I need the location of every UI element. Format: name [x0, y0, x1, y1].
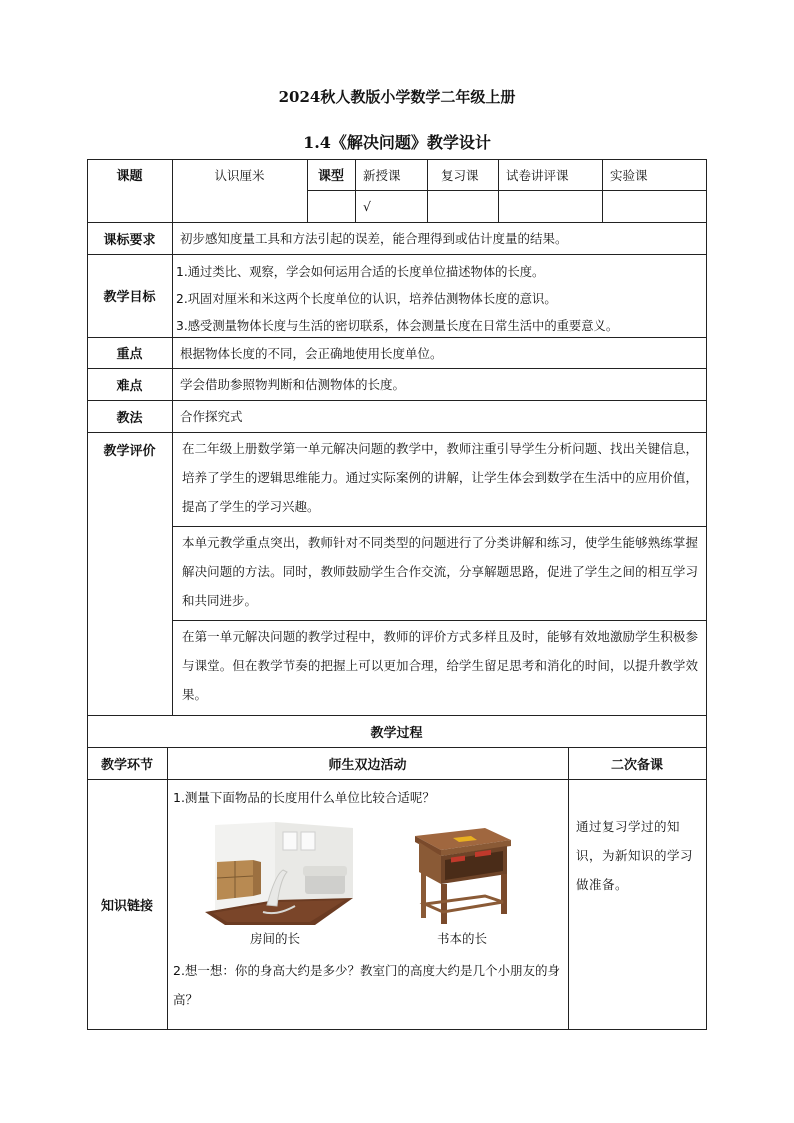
method-label: 教法	[116, 410, 143, 426]
type-option-review: 复习课	[441, 167, 479, 183]
question-2: 2.想一想：你的身高大约是多少？教室门的高度大约是几个小朋友的身高？	[173, 963, 560, 1007]
col-activity-header: 师生双边活动	[328, 757, 407, 773]
prep-note: 通过复习学过的知识，为新知识的学习做准备。	[576, 819, 694, 892]
col-prep-header: 二次备课	[610, 757, 663, 773]
evaluation-paragraph-3: 在第一单元解决问题的教学过程中，教师的评价方式多样且及时，能够有效地激励学生积极参与课堂。但在教学节奏的把握上可以更加合理，给学生留足思考和消化的时间，以提升教学效果。	[182, 629, 698, 702]
topic-value: 认识厘米	[214, 167, 265, 183]
standards-value: 初步感知度量工具和方法引起的误差，能合理得到或估计度量的结果。	[180, 231, 568, 246]
goal-item-1: 1.通过类比、观察，学会如何运用合适的长度单位描述物体的长度。	[176, 265, 545, 279]
goal-item-3: 3.感受测量物体长度与生活的密切联系，体会测量长度在日常生活中的重要意义。	[176, 319, 619, 333]
type-option-new: 新授课	[363, 167, 401, 183]
topic-label: 课题	[116, 169, 143, 184]
type-option-test-review: 试卷讲评课	[506, 167, 569, 183]
goal-item-2: 2.巩固对厘米和米这两个长度单位的认识，培养估测物体长度的意识。	[176, 292, 557, 306]
stage-knowledge-link: 知识链接	[100, 898, 153, 914]
type-label: 课型	[317, 169, 344, 184]
key-point-value: 根据物体长度的不同，会正确地使用长度单位。	[180, 345, 443, 361]
evaluation-label: 教学评价	[103, 443, 156, 459]
col-stage-header: 教学环节	[100, 757, 153, 773]
desk-illustration	[405, 826, 513, 926]
evaluation-paragraph-2: 本单元教学重点突出，教师针对不同类型的问题进行了分类讲解和练习，使学生能够熟练掌握解决问题的方法。同时，教师鼓励学生合作交流，分享解题思路，促进了学生之间的相互学习和共同进步。	[182, 535, 698, 608]
type-check-new: √	[363, 198, 371, 214]
room-illustration	[205, 820, 355, 925]
caption-book: 书本的长	[437, 931, 488, 946]
standards-label: 课标要求	[103, 232, 156, 248]
evaluation-paragraph-1: 在二年级上册数学第一单元解决问题的教学中，教师注重引导学生分析问题、找出关键信息，培养了学生的逻辑思维能力。通过实际案例的讲解，让学生体会到数学在生活中的应用价值，提高了学生的学习兴趣。	[182, 441, 698, 514]
document-title: 2024秋人教版小学数学二年级上册	[278, 88, 516, 106]
type-option-lab: 实验课	[610, 167, 648, 183]
key-point-label: 重点	[116, 347, 143, 362]
question-1: 1.测量下面物品的长度用什么单位比较合适呢？	[173, 790, 435, 805]
difficulty-value: 学会借助参照物判断和估测物体的长度。	[180, 377, 406, 392]
document-subtitle: 1.4《解决问题》教学设计	[303, 133, 491, 152]
method-value: 合作探究式	[180, 409, 243, 424]
process-title: 教学过程	[370, 725, 423, 741]
difficulty-label: 难点	[116, 378, 143, 394]
caption-room: 房间的长	[250, 931, 301, 946]
goals-label: 教学目标	[103, 290, 156, 305]
